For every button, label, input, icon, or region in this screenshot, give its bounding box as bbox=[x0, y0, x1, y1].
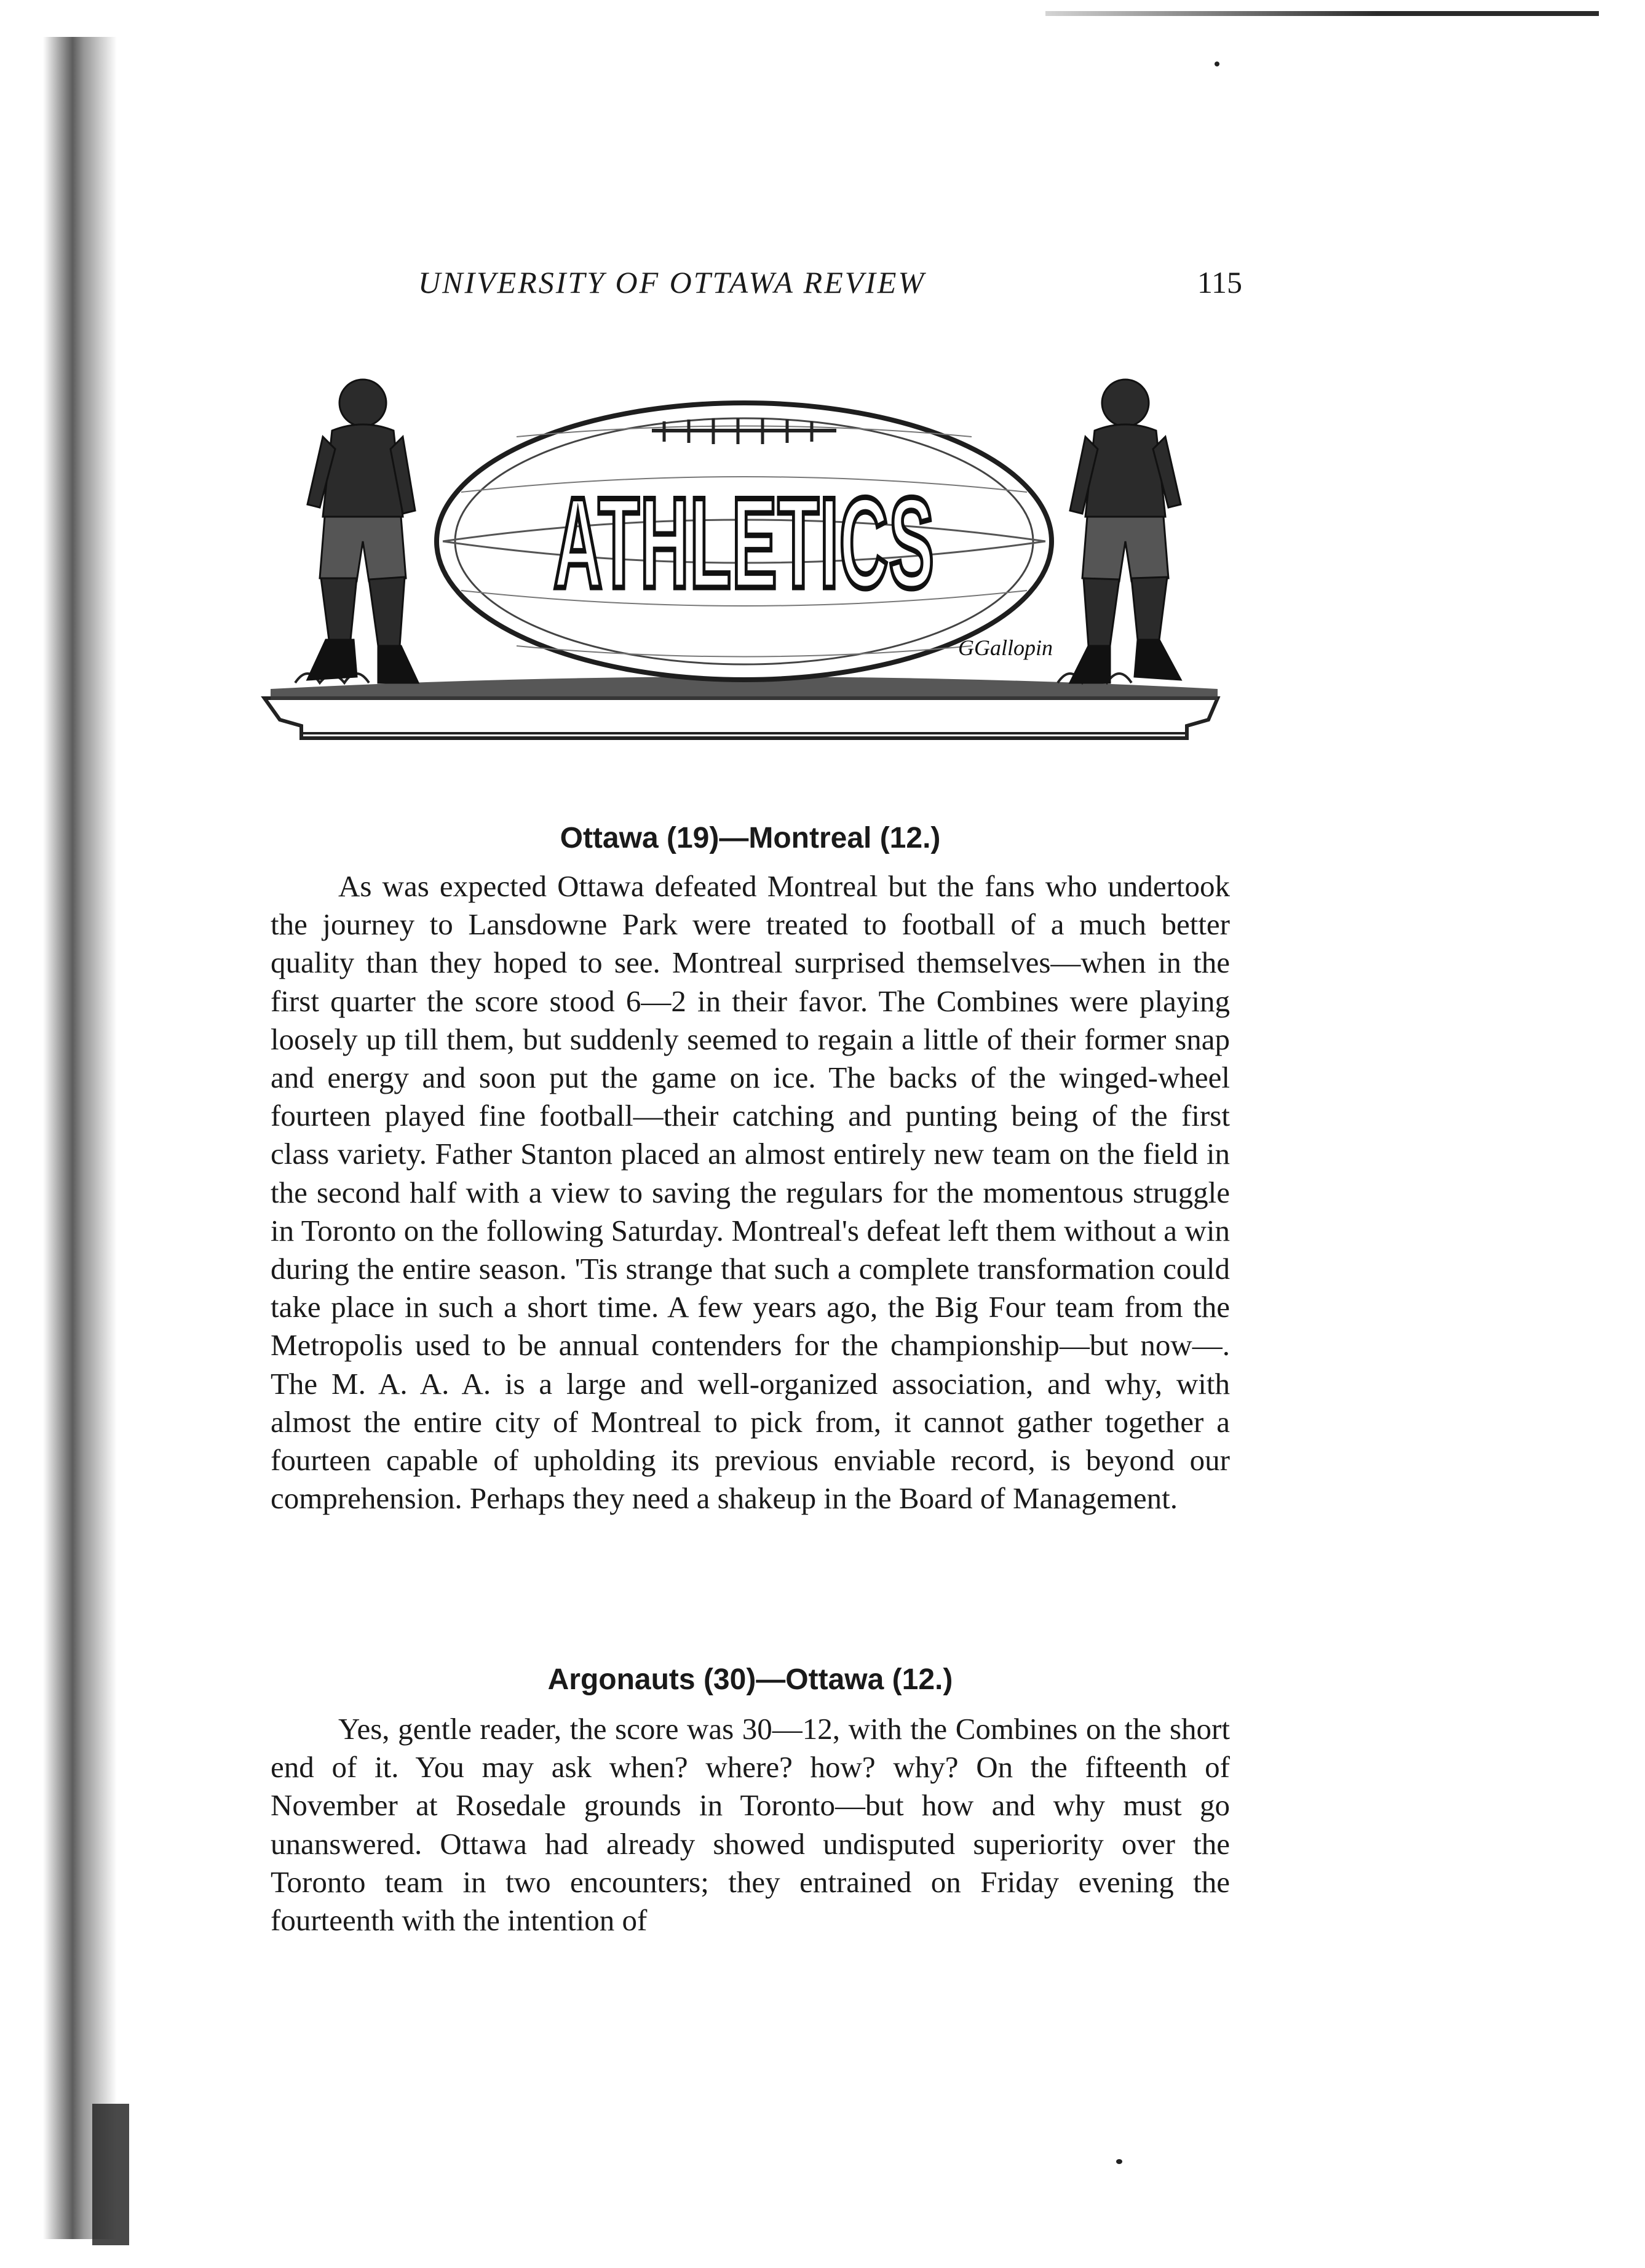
scan-edge-shadow bbox=[43, 37, 117, 2239]
left-football-player-figure bbox=[307, 380, 418, 683]
right-football-player-figure bbox=[1070, 380, 1181, 683]
scan-edge-shadow-bottom bbox=[92, 2104, 129, 2245]
scan-speck bbox=[1116, 2159, 1122, 2164]
page-number: 115 bbox=[1197, 265, 1242, 300]
journal-title: UNIVERSITY OF OTTAWA REVIEW bbox=[418, 265, 926, 300]
scan-speck bbox=[1215, 62, 1219, 66]
scan-top-rule bbox=[1045, 11, 1599, 16]
football-icon bbox=[437, 403, 1053, 680]
running-head bbox=[418, 265, 1242, 314]
athletics-wordmark: ATHLETICS bbox=[553, 471, 935, 615]
article-heading: Ottawa (19)—Montreal (12.) bbox=[560, 822, 941, 854]
article-body: As was expected Ottawa defeated Montreal but the fans who undertook the journey to Lansdowne Park were treated to football of a much better quality than they hoped to see. Montreal surprised themselves—when in the first quarter the score stood 6—2 in their favor. The Combines were playing loosely up till them, but suddenly seemed to regain a little of their former snap and energy and soon put the game on ice. The backs of the winged-wheel fourteen played fine football—their catching and punting being of the first class variety. Father Stanton placed an almost entirely new team on the field in the second half with a view to saving the regulars for the momentous struggle in Toronto on the following Saturday. Montreal's defeat left them without a win during the entire season. 'Tis strange that such a complete transformation could take place in such a short time. A few years ago, the Big Four team from the Metropolis used to be annual contenders for the championship—but now—. The M. A. A. A. is a large and well-organized association, and why, with almost the entire city of Montreal to pick from, it cannot gather together a fourteen capable of upholding its previous enviable record, is beyond our comprehension. Perhaps they need a shakeup in the Board of Management. bbox=[271, 869, 1230, 1516]
article-body: Yes, gentle reader, the score was 30—12, with the Combines on the short end of it. You may ask when? where? how? why? On the fifteenth of November at Rosedale grounds in Toronto—but how and why must go unanswered. Ottawa had already showed undisputed superiority over the Toronto team in two encounters; they entrained on Friday evening the fourteenth with the intention of bbox=[271, 1712, 1230, 1938]
artist-signature: GGallopin bbox=[957, 635, 1053, 660]
athletics-banner-illustration bbox=[258, 357, 1230, 775]
article-heading: Argonauts (30)—Ottawa (12.) bbox=[547, 1663, 953, 1696]
